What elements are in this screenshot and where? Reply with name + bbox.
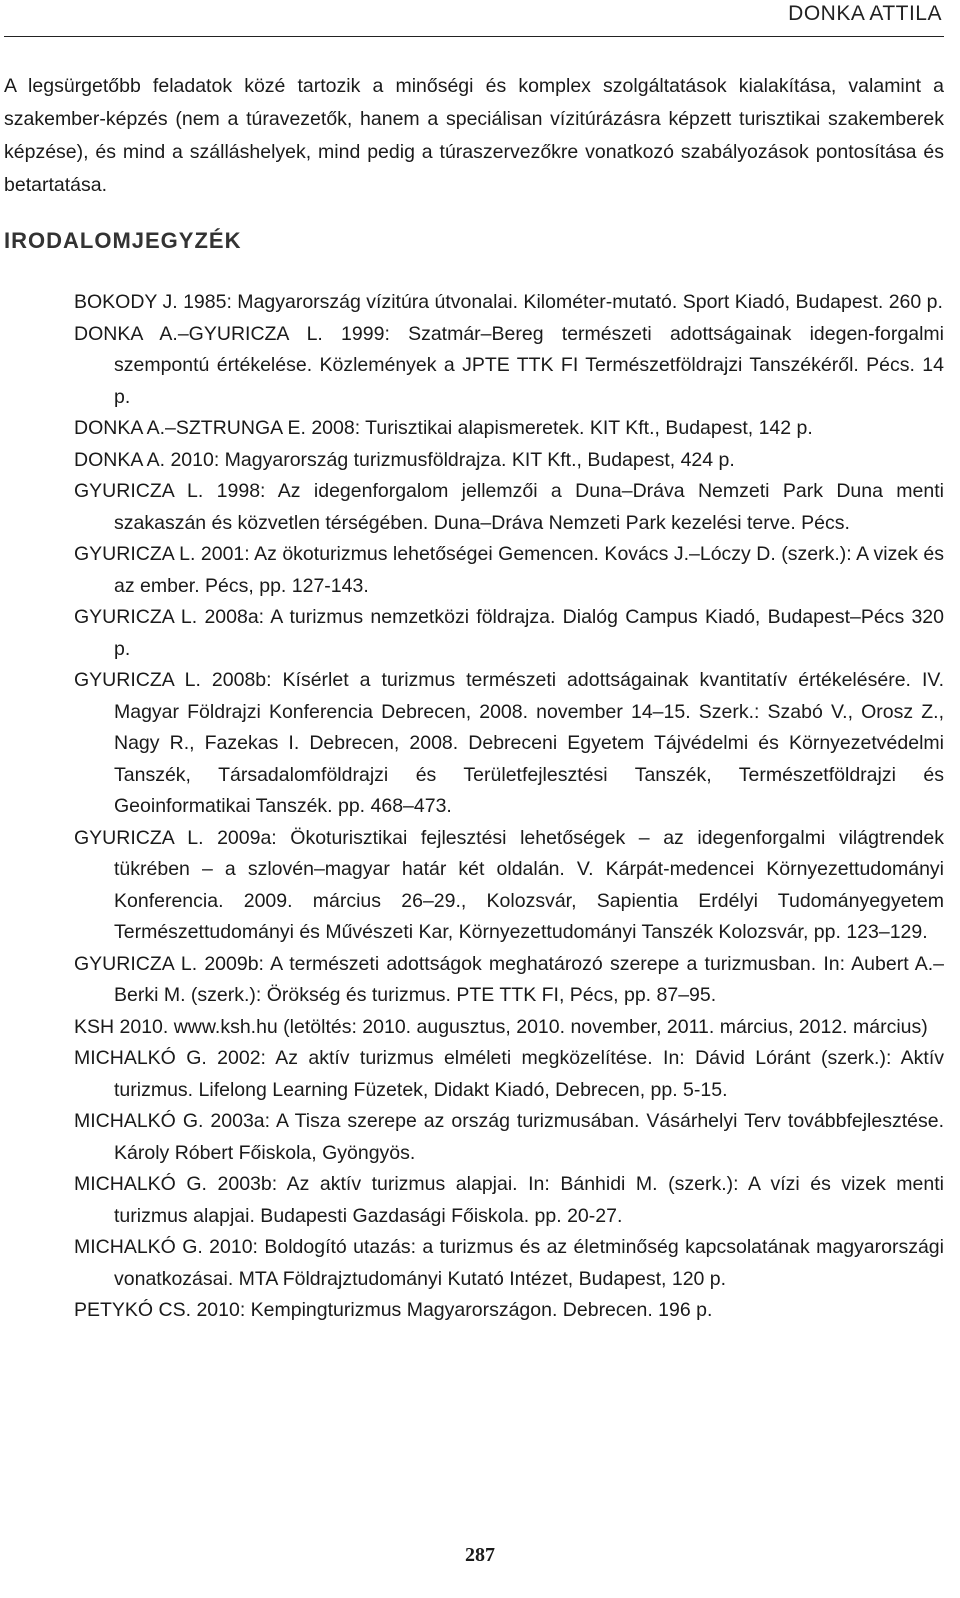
reference-item: MICHALKÓ G. 2010: Boldogító utazás: a turizmus és az életminőség kapcsolatának magyarországi vonatkozásai. MTA Földrajztudományi Kutató Intézet, Budapest, 120 p.: [74, 1236, 944, 1290]
intro-paragraph: A legsürgetőbb feladatok közé tartozik a minőségi és komplex szolgáltatások kialakítása, valamint a szakember-képzés (nem a túravezetők, hanem a speciálisan vízitúrázásra képzett turisztikai szakemberek képzése), és mind a szálláshelyek, mind pedig a túraszervezőkre vonatkozó szabályozások pontosítása és betartatása.: [4, 75, 944, 196]
reference-item: PETYKÓ CS. 2010: Kempingturizmus Magyarországon. Debrecen. 196 p.: [74, 1299, 713, 1321]
section-title: IRODALOMJEGYZÉK: [4, 228, 242, 253]
reference-item: DONKA A.–GYURICZA L. 1999: Szatmár–Bereg természeti adottságainak idegen-forgalmi szempontú értékelése. Közlemények a JPTE TTK FI Természetföldrajzi Tanszékéről. Pécs. 14 p.: [74, 322, 944, 408]
running-head: DONKA ATTILA: [788, 2, 942, 25]
reference-item: MICHALKÓ G. 2003a: A Tisza szerepe az ország turizmusában. Vásárhelyi Terv továbbfejlesztése. Károly Róbert Főiskola, Gyöngyös.: [74, 1110, 944, 1164]
header-rule: [4, 36, 944, 37]
reference-item: MICHALKÓ G. 2002: Az aktív turizmus elméleti megközelítése. In: Dávid Lóránt (szerk.): Aktív turizmus. Lifelong Learning Füzetek, Didakt Kiadó, Debrecen, pp. 5-15.: [74, 1047, 944, 1101]
reference-item: DONKA A. 2010: Magyarország turizmusföldrajza. KIT Kft., Budapest, 424 p.: [74, 448, 735, 471]
reference-item: GYURICZA L. 2009a: Ökoturisztikai fejlesztési lehetőségek – az idegenforgalmi világtrendek tükrében – a szlovén–magyar határ két oldalán. V. Kárpát-medencei Környezettudományi Konferencia. 2009. március 26–29., Kolozsvár, Sapientia Erdélyi Tudományegyetem Természettudományi és Művészeti Kar, Környezettudományi Tanszék Kolozsvár, pp. 123–129.: [74, 826, 944, 943]
reference-item: KSH 2010. www.ksh.hu (letöltés: 2010. augusztus, 2010. november, 2011. március, 2012. március): [74, 1015, 928, 1038]
reference-item: MICHALKÓ G. 2003b: Az aktív turizmus alapjai. In: Bánhidi M. (szerk.): A vízi és vizek menti turizmus alapjai. Budapesti Gazdasági Főiskola. pp. 20-27.: [74, 1173, 944, 1227]
reference-item: GYURICZA L. 2008b: Kísérlet a turizmus természeti adottságainak kvantitatív értékelésére. IV. Magyar Földrajzi Konferencia Debrecen, 2008. november 14–15. Szerk.: Szabó V., Orosz Z., Nagy R., Fazekas I. Debrecen, 2008. Debreceni Egyetem Tájvédelmi és Környezetvédelmi Tanszék, Társadalomföldrajzi és Területfejlesztési Tanszék, Természetföldrajzi és Geoinformatikai Tanszék. pp. 468–473.: [74, 669, 944, 817]
reference-item: GYURICZA L. 1998: Az idegenforgalom jellemzői a Duna–Dráva Nemzeti Park Duna menti szakaszán és közvetlen térségében. Duna–Dráva Nemzeti Park kezelési terve. Pécs.: [74, 480, 944, 534]
reference-item: DONKA A.–SZTRUNGA E. 2008: Turisztikai alapismeretek. KIT Kft., Budapest, 142 p.: [74, 417, 813, 439]
reference-item: GYURICZA L. 2008a: A turizmus nemzetközi földrajza. Dialóg Campus Kiadó, Budapest–Pécs 320 p.: [74, 606, 944, 660]
reference-item: BOKODY J. 1985: Magyarország vízitúra útvonalai. Kilométer-mutató. Sport Kiadó, Budapest. 260 p.: [74, 291, 943, 313]
reference-item: GYURICZA L. 2001: Az ökoturizmus lehetőségei Gemencen. Kovács J.–Lóczy D. (szerk.): A vizek és az ember. Pécs, pp. 127-143.: [74, 543, 944, 597]
reference-list: [74, 287, 944, 1327]
reference-item: GYURICZA L. 2009b: A természeti adottságok meghatározó szerepe a turizmusban. In: Aubert A.–Berki M. (szerk.): Örökség és turizmus. PTE TTK FI, Pécs, pp. 87–95.: [74, 952, 944, 1006]
page-number: 287: [465, 1544, 495, 1566]
